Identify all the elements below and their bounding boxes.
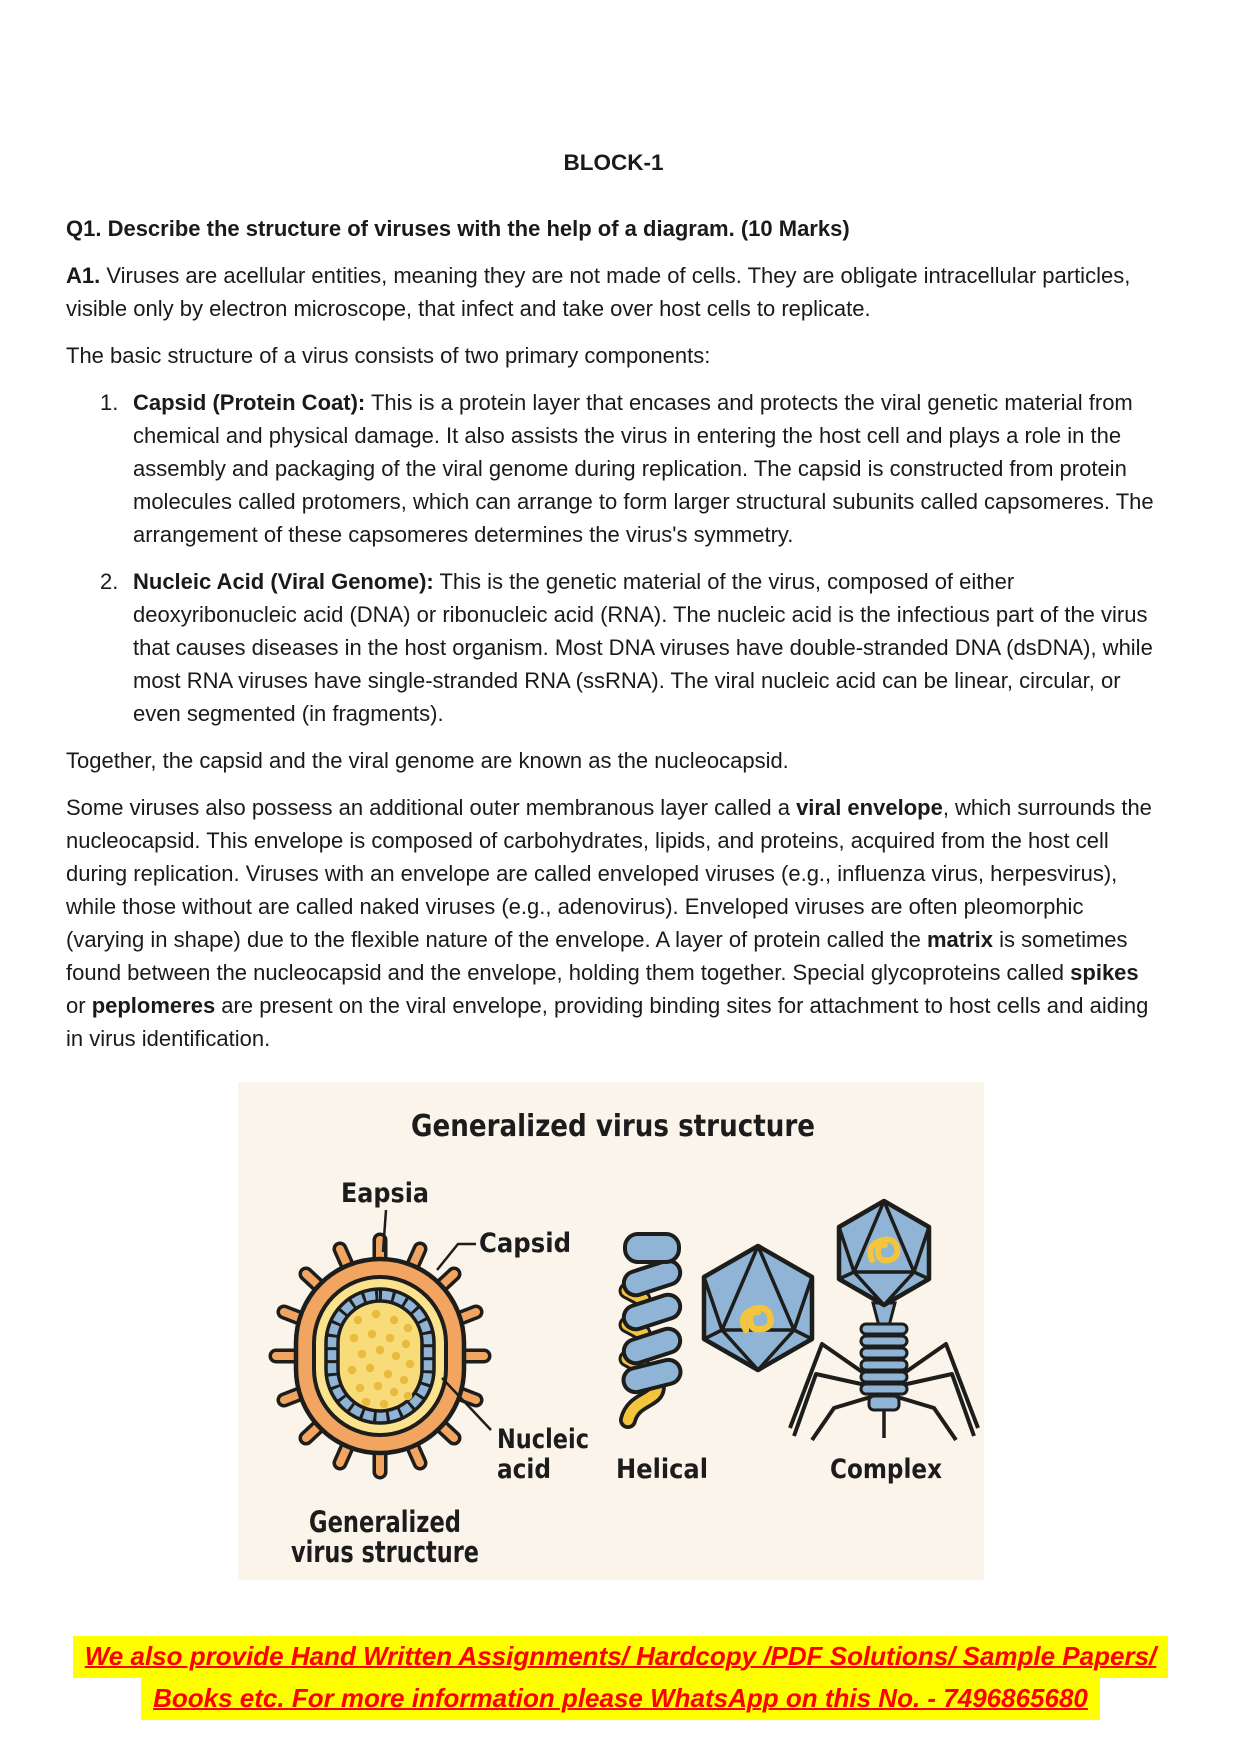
- envelope-run: Some viruses also possess an additional outer membranous layer called a: [66, 795, 797, 820]
- components-list: [66, 386, 1161, 730]
- envelope-run: are present on the viral envelope, providing binding sites for attachment to host cells and aiding in virus identification.: [66, 993, 1149, 1051]
- envelope-run: or: [66, 993, 92, 1018]
- list-item-lead: Nucleic Acid (Viral Genome):: [133, 569, 434, 594]
- generalized-caption-line2: virus structure: [291, 1535, 479, 1569]
- nucleic-acid-label-line1: Nucleic: [497, 1424, 589, 1455]
- spikes-bold-term: spikes: [1070, 960, 1139, 985]
- envelope-bold-term: viral envelope: [796, 795, 943, 820]
- together-paragraph: Together, the capsid and the viral genome are known as the nucleocapsid.: [66, 748, 789, 773]
- generalized-virus: [276, 1240, 484, 1472]
- envelope-run: is sometimes found between the nucleocapsid and the envelope, holding them together. Special glycoproteins called: [66, 927, 1128, 985]
- list-item-body: This is a protein layer that encases and protects the viral genetic material from chemical and physical damage. It also assists the virus in entering the host cell and plays a role in the assembly and packaging of the viral genome during replication. The capsid is constructed from protein molecules called protomers, which can arrange to form larger structural subunits called capsomeres. The arrangement of these capsomeres determines the virus's symmetry.: [133, 390, 1154, 547]
- list-item: [66, 565, 1161, 730]
- question-line: Q1. Describe the structure of viruses with the help of a diagram. (10 Marks): [66, 216, 850, 241]
- promo-banner-row: [0, 1636, 1241, 1678]
- list-item-text: [133, 386, 1161, 551]
- helical-label: Helical: [616, 1454, 708, 1485]
- envelope-run: , which surrounds the nucleocapsid. This envelope is composed of carbohydrates, lipids, and proteins, acquired from the host cell during replication. Viruses with an envelope are called enveloped viruses (e.g., influenza virus, herpesvirus), while those without are called naked viruses (e.g., adenovirus). Enveloped viruses are often pleomorphic (varying in shape) due to the flexible nature of the envelope. A layer of protein called the: [66, 795, 1152, 952]
- envelope-paragraph: [66, 791, 1161, 1055]
- promo-line-1: We also provide Hand Written Assignments/ Hardcopy /PDF Solutions/ Sample Papers/: [73, 1636, 1169, 1678]
- promo-line-2: Books etc. For more information please WhatsApp on this No. - 7496865680: [141, 1678, 1100, 1720]
- virus-diagram-svg: [238, 1082, 984, 1580]
- list-item-body: This is the genetic material of the virus, composed of either deoxyribonucleic acid (DNA) or ribonucleic acid (RNA). The nucleic acid is the infectious part of the virus that causes diseases in the host organism. Most DNA viruses have double-stranded DNA (dsDNA), while most RNA viruses have single-stranded RNA (ssRNA). The viral nucleic acid can be linear, circular, or even segmented (in fragments).: [133, 569, 1153, 726]
- capsid-label: Capsid: [479, 1228, 571, 1259]
- list-item-number: 1.: [100, 390, 119, 415]
- promo-banner-row: [0, 1678, 1241, 1720]
- helical-ribbon: [621, 1234, 684, 1395]
- list-item-text: [133, 565, 1161, 730]
- diagram-title: Generalized virus structure: [411, 1109, 815, 1144]
- matrix-bold-term: matrix: [927, 927, 994, 952]
- list-item: [66, 386, 1161, 551]
- list-item-number: 2.: [100, 569, 119, 594]
- promo-banner: [0, 1636, 1241, 1720]
- answer-label: A1.: [66, 263, 101, 288]
- eapsia-label: Eapsia: [341, 1178, 429, 1209]
- peplomeres-bold-term: peplomeres: [91, 993, 216, 1018]
- nucleic-acid-label-line2: acid: [497, 1454, 551, 1485]
- answer-intro-text: Viruses are acellular entities, meaning they are not made of cells. They are obligate intracellular particles, visible only by electron microscope, that infect and take over host cells to replicate.: [66, 263, 1131, 321]
- components-paragraph: The basic structure of a virus consists of two primary components:: [66, 343, 711, 368]
- block-title: BLOCK-1: [563, 150, 664, 175]
- list-item-lead: Capsid (Protein Coat):: [133, 390, 366, 415]
- virus-structure-diagram: [238, 1082, 984, 1580]
- answer-intro-paragraph: [66, 259, 1161, 325]
- complex-label: Complex: [830, 1454, 942, 1485]
- generalized-caption-line1: Generalized: [309, 1505, 461, 1539]
